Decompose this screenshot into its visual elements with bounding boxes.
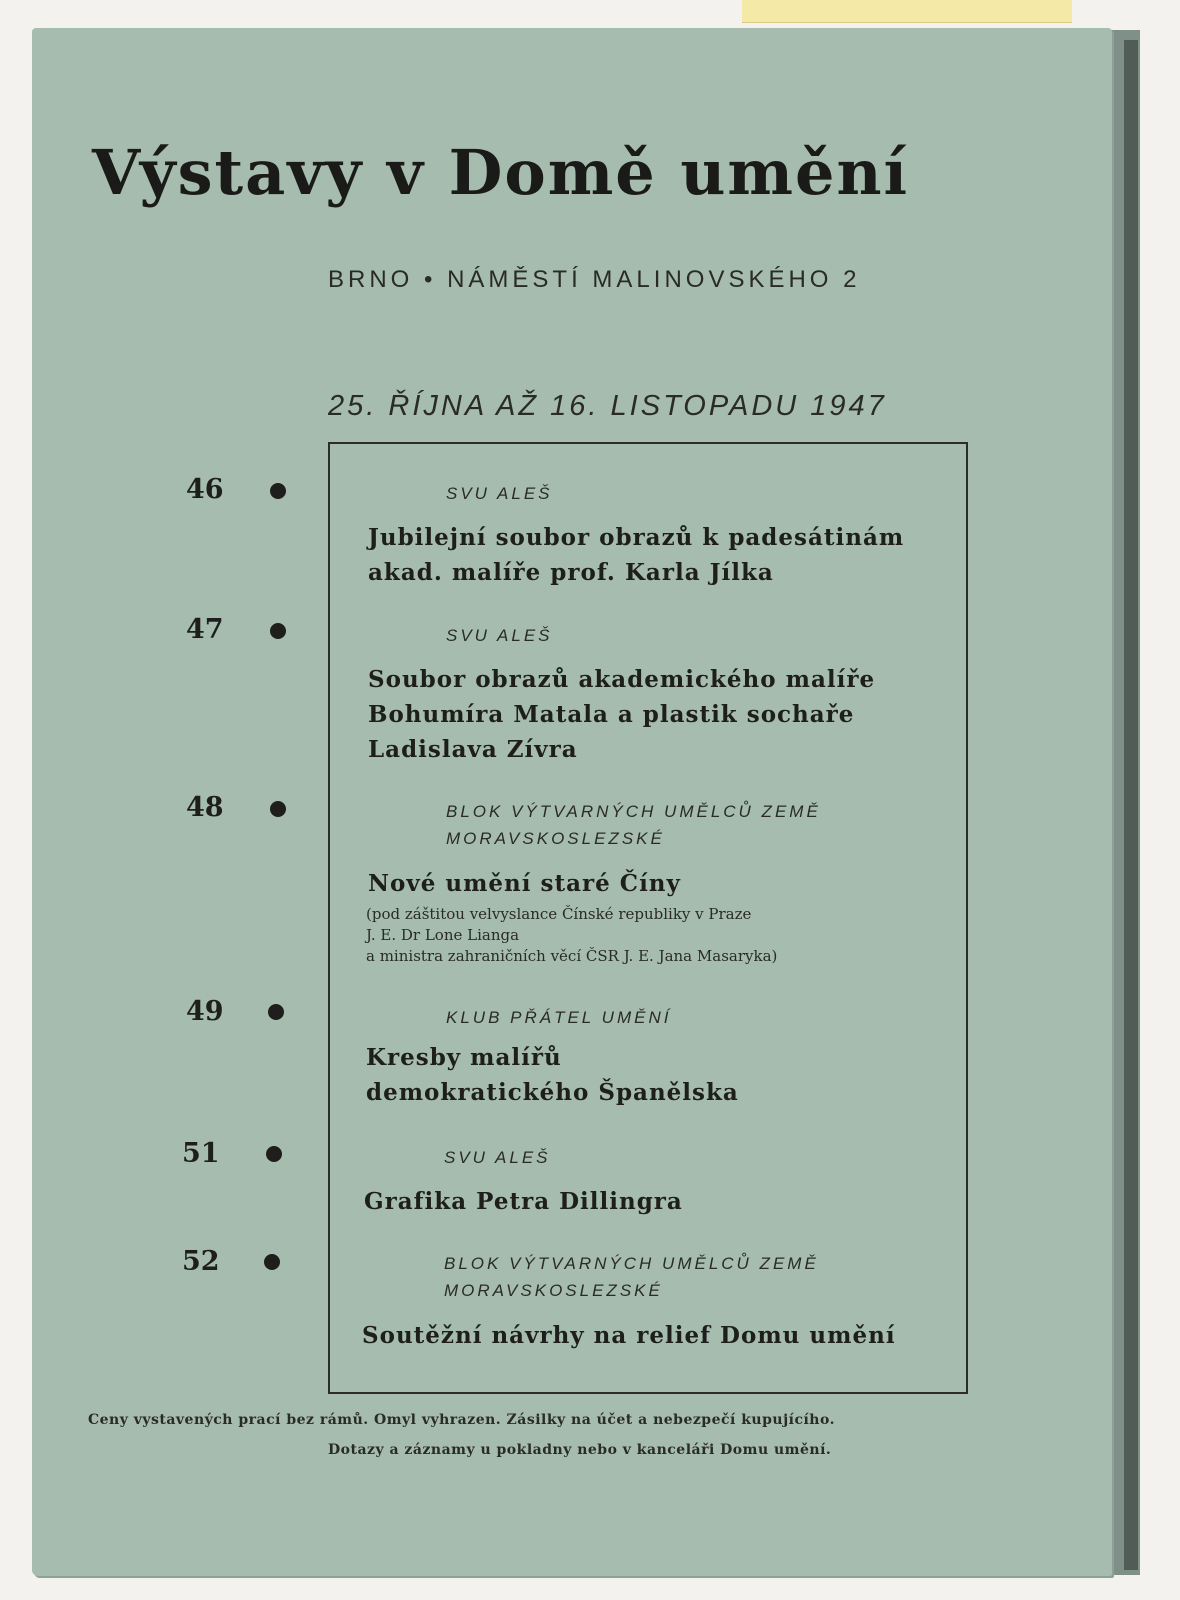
leaflet-page (32, 28, 1112, 1576)
bullet-icon (264, 1254, 280, 1270)
exhibition-title: Soutěžní návrhy na relief Domu umění (362, 1322, 896, 1349)
bullet-icon (266, 1146, 282, 1162)
footer-line-1: Ceny vystavených prací bez rámů. Omyl vyhrazen. Zásilky na účet a nebezpečí kupujícího. (88, 1412, 835, 1428)
exhibition-organizer: SVU ALEŠ (444, 1148, 551, 1167)
exhibition-organizer: SVU ALEŠ (446, 626, 553, 645)
paper-tab (742, 0, 1072, 23)
footer-line-2: Dotazy a záznamy u pokladny nebo v kanceláři Domu umění. (328, 1442, 832, 1458)
exhibition-organizer: KLUB PŘÁTEL UMĚNÍ (446, 1008, 672, 1027)
exhibition-number: 48 (186, 792, 224, 823)
exhibition-organizer: BLOK VÝTVARNÝCH UMĚLCŮ ZEMĚ MORAVSKOSLEZSKÉ (444, 1254, 819, 1300)
back-sheet-shadow (1124, 40, 1138, 1570)
exhibition-number: 52 (182, 1246, 220, 1277)
bullet-icon (270, 483, 286, 499)
bullet-icon (270, 623, 286, 639)
exhibition-number: 49 (186, 996, 224, 1027)
exhibition-title: Nové umění staré Číny (368, 870, 681, 897)
exhibition-title: Soubor obrazů akademického malíře Bohumíra Matala a plastik sochaře Ladislava Zívra (368, 666, 876, 763)
page-title: Výstavy v Domě umění (92, 136, 910, 209)
exhibition-title: Jubilejní soubor obrazů k padesátinám akad. malíře prof. Karla Jílka (368, 524, 905, 586)
exhibition-number: 47 (186, 614, 224, 645)
exhibition-title: Kresby malířů demokratického Španělska (366, 1044, 739, 1106)
exhibition-number: 51 (182, 1138, 220, 1169)
date-range: 25. ŘÍJNA AŽ 16. LISTOPADU 1947 (328, 390, 887, 422)
address-line: BRNO • NÁMĚSTÍ MALINOVSKÉHO 2 (328, 266, 861, 293)
exhibition-organizer: BLOK VÝTVARNÝCH UMĚLCŮ ZEMĚ MORAVSKOSLEZSKÉ (446, 802, 821, 848)
exhibition-title: Grafika Petra Dillingra (364, 1188, 683, 1215)
bullet-icon (270, 801, 286, 817)
exhibition-note: (pod záštitou velvyslance Čínské republiky v Praze J. E. Dr Lone Lianga a ministra zahraničních věcí ČSR J. E. Jana Masaryka) (366, 905, 778, 965)
bullet-icon (268, 1004, 284, 1020)
exhibition-number: 46 (186, 474, 224, 505)
exhibition-organizer: SVU ALEŠ (446, 484, 553, 503)
